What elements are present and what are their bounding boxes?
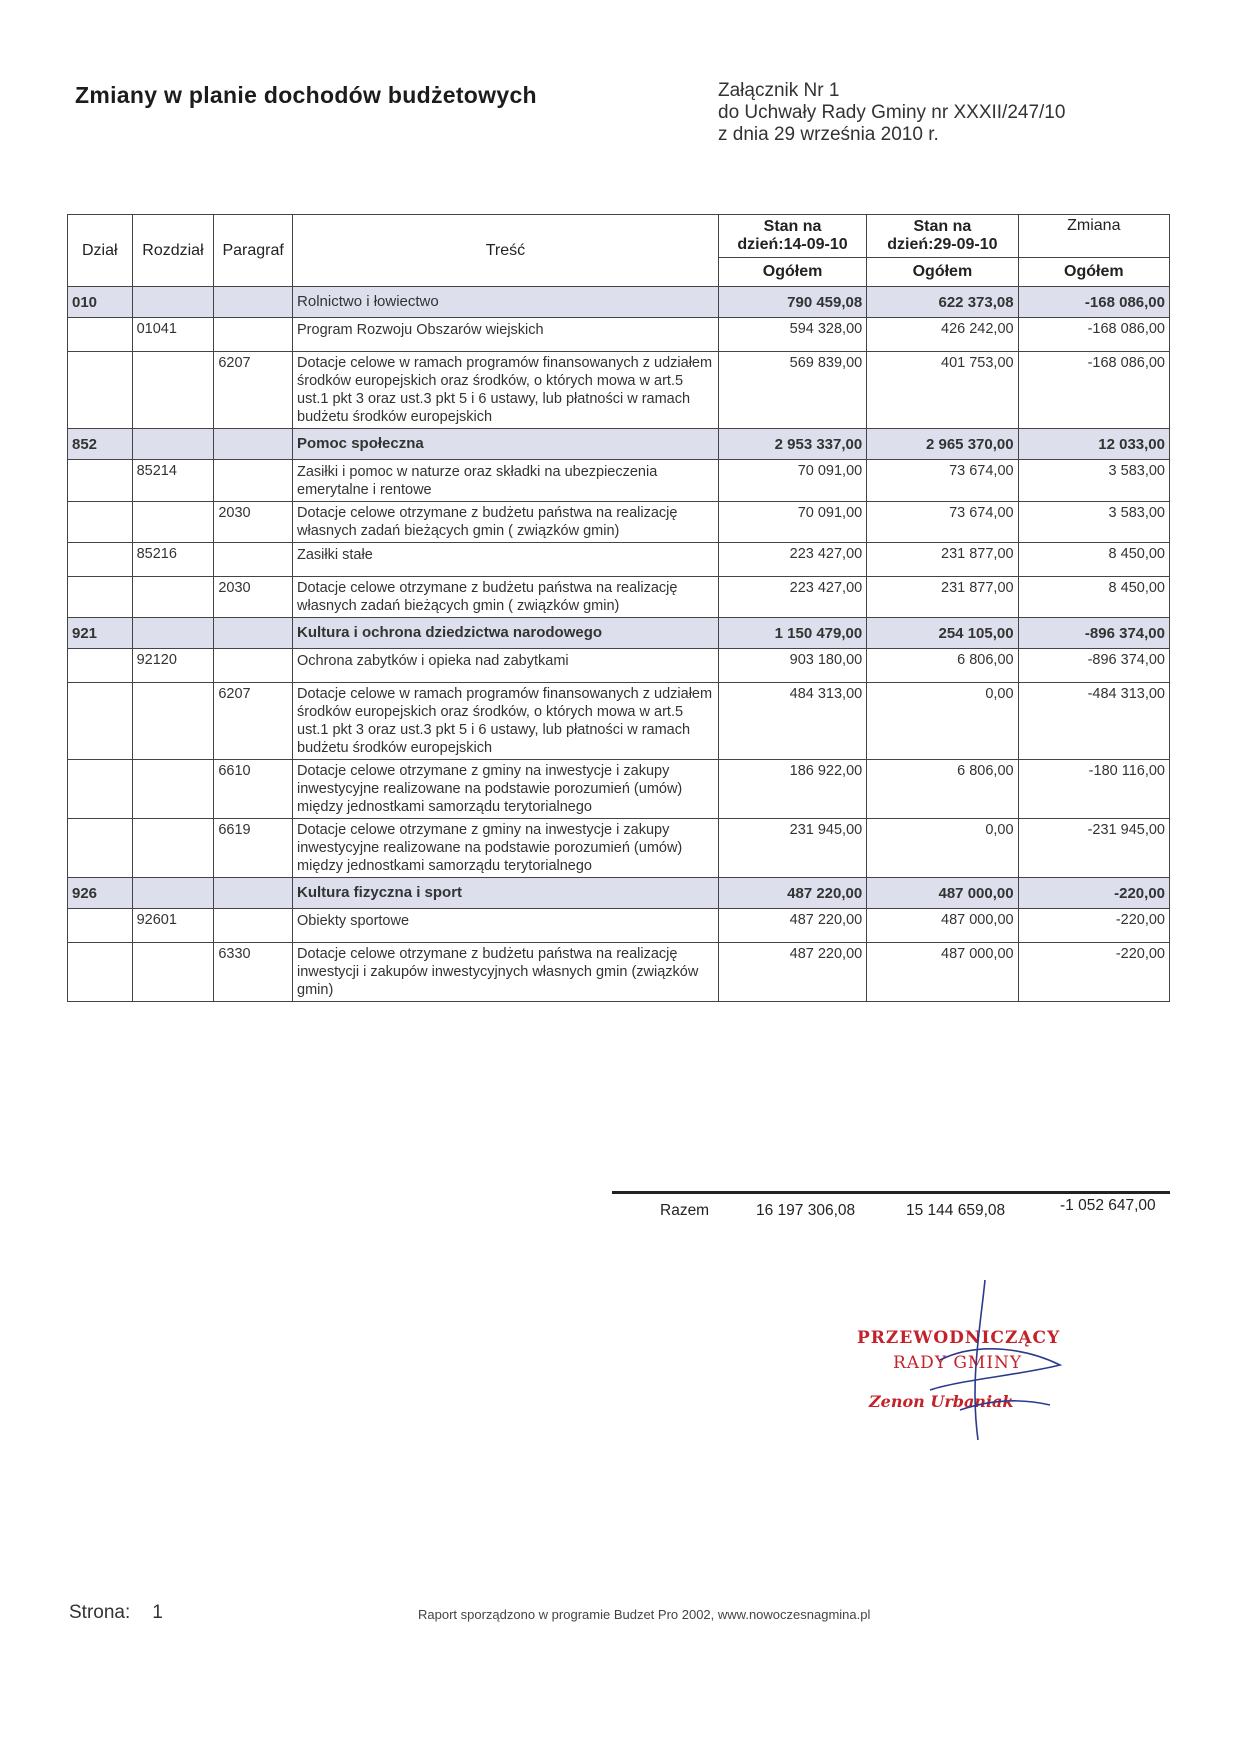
rozdzial-cell xyxy=(132,429,214,460)
rozdzial-row xyxy=(68,460,1170,502)
stan-2-cell: 231 877,00 xyxy=(867,543,1018,577)
header-ogolem-2: Ogółem xyxy=(867,258,1018,287)
page-indicator xyxy=(69,1602,163,1624)
dzial-cell: 921 xyxy=(68,618,133,649)
rozdzial-cell: 85214 xyxy=(132,460,214,502)
header-stan-2-line-b: dzień:29-09-10 xyxy=(887,236,998,253)
stan-1-cell: 487 220,00 xyxy=(718,878,866,909)
dzial-cell xyxy=(68,943,133,1002)
tresc-cell: Dotacje celowe otrzymane z budżetu państwa na realizację własnych zadań bieżących gmin ( związków gmin) xyxy=(293,502,719,543)
stan-2-cell: 487 000,00 xyxy=(867,909,1018,943)
tresc-cell: Ochrona zabytków i opieka nad zabytkami xyxy=(293,649,719,683)
paragraf-cell: 6207 xyxy=(214,352,293,429)
rozdzial-cell xyxy=(132,287,214,318)
zmiana-cell: -220,00 xyxy=(1018,878,1169,909)
stamp-line-2: RADY GMINY xyxy=(893,1353,1023,1373)
rozdzial-cell xyxy=(132,577,214,618)
dzial-row xyxy=(68,429,1170,460)
stan-2-cell: 487 000,00 xyxy=(867,943,1018,1002)
dzial-cell xyxy=(68,649,133,683)
paragraf-cell: 6330 xyxy=(214,943,293,1002)
zmiana-cell: -896 374,00 xyxy=(1018,618,1169,649)
zmiana-cell: -180 116,00 xyxy=(1018,760,1169,819)
tresc-cell: Dotacje celowe w ramach programów finansowanych z udziałem środków europejskich oraz środków, o których mowa w art.5 ust.1 pkt 3 oraz ust.3 pkt 5 i 6 ustawy, lub płatności w ramach budżetu środków europejskich xyxy=(293,352,719,429)
stan-1-cell: 569 839,00 xyxy=(718,352,866,429)
header-paragraf: Paragraf xyxy=(214,215,293,287)
rozdzial-cell xyxy=(132,618,214,649)
paragraf-row xyxy=(68,819,1170,878)
paragraf-row xyxy=(68,683,1170,760)
rozdzial-cell: 85216 xyxy=(132,543,214,577)
dzial-cell xyxy=(68,760,133,819)
paragraf-cell: 6619 xyxy=(214,819,293,878)
header-dzial: Dział xyxy=(68,215,133,287)
rozdzial-cell: 92120 xyxy=(132,649,214,683)
stan-1-cell: 594 328,00 xyxy=(718,318,866,352)
zmiana-cell: -168 086,00 xyxy=(1018,287,1169,318)
zmiana-cell: -168 086,00 xyxy=(1018,318,1169,352)
totals-stan-1: 16 197 306,08 xyxy=(756,1202,856,1219)
header-stan-1 xyxy=(718,215,866,258)
rozdzial-row xyxy=(68,318,1170,352)
header-tresc: Treść xyxy=(293,215,719,287)
rozdzial-row xyxy=(68,649,1170,683)
tresc-cell: Kultura i ochrona dziedzictwa narodowego xyxy=(293,618,719,649)
stan-2-cell: 6 806,00 xyxy=(867,760,1018,819)
stan-1-cell: 70 091,00 xyxy=(718,460,866,502)
footer-note: Raport sporządzono w programie Budzet Pro 2002, www.nowoczesnagmina.pl xyxy=(418,1607,871,1622)
tresc-cell: Obiekty sportowe xyxy=(293,909,719,943)
tresc-cell: Zasiłki stałe xyxy=(293,543,719,577)
dzial-cell xyxy=(68,909,133,943)
paragraf-row xyxy=(68,943,1170,1002)
stan-1-cell: 70 091,00 xyxy=(718,502,866,543)
tresc-cell: Pomoc społeczna xyxy=(293,429,719,460)
paragraf-cell xyxy=(214,649,293,683)
zmiana-cell: -896 374,00 xyxy=(1018,649,1169,683)
header-ogolem-1: Ogółem xyxy=(718,258,866,287)
zmiana-cell: -168 086,00 xyxy=(1018,352,1169,429)
paragraf-cell: 2030 xyxy=(214,577,293,618)
dzial-row xyxy=(68,287,1170,318)
stan-2-cell: 254 105,00 xyxy=(867,618,1018,649)
dzial-cell: 926 xyxy=(68,878,133,909)
stan-2-cell: 487 000,00 xyxy=(867,878,1018,909)
stan-2-cell: 0,00 xyxy=(867,683,1018,760)
rozdzial-cell xyxy=(132,819,214,878)
stan-1-cell: 223 427,00 xyxy=(718,577,866,618)
dzial-cell xyxy=(68,577,133,618)
paragraf-cell: 6207 xyxy=(214,683,293,760)
zmiana-cell: 3 583,00 xyxy=(1018,502,1169,543)
tresc-cell: Program Rozwoju Obszarów wiejskich xyxy=(293,318,719,352)
paragraf-cell xyxy=(214,460,293,502)
paragraf-cell xyxy=(214,429,293,460)
rozdzial-cell xyxy=(132,943,214,1002)
tresc-cell: Dotacje celowe otrzymane z budżetu państwa na realizację własnych zadań bieżących gmin ( związków gmin) xyxy=(293,577,719,618)
header-stan-2 xyxy=(867,215,1018,258)
dzial-cell xyxy=(68,683,133,760)
attachment-line-3: z dnia 29 września 2010 r. xyxy=(718,124,939,145)
zmiana-cell: -484 313,00 xyxy=(1018,683,1169,760)
tresc-cell: Rolnictwo i łowiectwo xyxy=(293,287,719,318)
paragraf-cell xyxy=(214,618,293,649)
zmiana-cell: -231 945,00 xyxy=(1018,819,1169,878)
zmiana-cell: 12 033,00 xyxy=(1018,429,1169,460)
page-number: 1 xyxy=(152,1602,163,1623)
tresc-cell: Dotacje celowe otrzymane z gminy na inwestycje i zakupy inwestycyjne realizowane na podstawie porozumień (umów) między jednostkami samorządu terytorialnego xyxy=(293,819,719,878)
stan-1-cell: 223 427,00 xyxy=(718,543,866,577)
header-stan-1-line-a: Stan na xyxy=(763,218,822,235)
paragraf-cell: 6610 xyxy=(214,760,293,819)
tresc-cell: Dotacje celowe otrzymane z gminy na inwestycje i zakupy inwestycyjne realizowane na podstawie porozumień (umów) między jednostkami samorządu terytorialnego xyxy=(293,760,719,819)
dzial-cell: 852 xyxy=(68,429,133,460)
stan-1-cell: 1 150 479,00 xyxy=(718,618,866,649)
stan-2-cell: 73 674,00 xyxy=(867,460,1018,502)
stan-1-cell: 231 945,00 xyxy=(718,819,866,878)
dzial-cell xyxy=(68,502,133,543)
paragraf-cell xyxy=(214,909,293,943)
stamp-line-3: Zenon Urbaniak xyxy=(869,1392,1014,1411)
attachment-line-1: Załącznik Nr 1 xyxy=(718,80,840,101)
paragraf-cell xyxy=(214,878,293,909)
rozdzial-row xyxy=(68,909,1170,943)
tresc-cell: Dotacje celowe otrzymane z budżetu państwa na realizację inwestycji i zakupów inwestycyjnych własnych gmin (związków gmin) xyxy=(293,943,719,1002)
stan-1-cell: 484 313,00 xyxy=(718,683,866,760)
stan-2-cell: 2 965 370,00 xyxy=(867,429,1018,460)
rozdzial-cell xyxy=(132,502,214,543)
dzial-cell xyxy=(68,460,133,502)
page-title: Zmiany w planie dochodów budżetowych xyxy=(75,82,537,108)
stan-2-cell: 6 806,00 xyxy=(867,649,1018,683)
paragraf-cell xyxy=(214,543,293,577)
rozdzial-cell xyxy=(132,878,214,909)
rozdzial-cell xyxy=(132,760,214,819)
stan-1-cell: 186 922,00 xyxy=(718,760,866,819)
budget-table xyxy=(67,214,1170,1002)
header-zmiana: Zmiana xyxy=(1018,215,1169,258)
header-ogolem-3: Ogółem xyxy=(1018,258,1169,287)
stan-2-cell: 0,00 xyxy=(867,819,1018,878)
stan-1-cell: 790 459,08 xyxy=(718,287,866,318)
signature-icon xyxy=(900,1270,1090,1450)
stan-2-cell: 231 877,00 xyxy=(867,577,1018,618)
paragraf-cell xyxy=(214,318,293,352)
tresc-cell: Zasiłki i pomoc w naturze oraz składki na ubezpieczenia emerytalne i rentowe xyxy=(293,460,719,502)
totals-rule xyxy=(612,1191,1170,1194)
dzial-cell xyxy=(68,543,133,577)
tresc-cell: Kultura fizyczna i sport xyxy=(293,878,719,909)
paragraf-row xyxy=(68,760,1170,819)
stan-1-cell: 903 180,00 xyxy=(718,649,866,683)
zmiana-cell: -220,00 xyxy=(1018,909,1169,943)
stan-2-cell: 73 674,00 xyxy=(867,502,1018,543)
dzial-cell xyxy=(68,318,133,352)
rozdzial-cell xyxy=(132,683,214,760)
dzial-row xyxy=(68,618,1170,649)
header-stan-1-line-b: dzień:14-09-10 xyxy=(737,236,848,253)
stan-2-cell: 401 753,00 xyxy=(867,352,1018,429)
dzial-row xyxy=(68,878,1170,909)
stan-1-cell: 2 953 337,00 xyxy=(718,429,866,460)
header-stan-2-line-a: Stan na xyxy=(913,218,972,235)
tresc-cell: Dotacje celowe w ramach programów finansowanych z udziałem środków europejskich oraz środków, o których mowa w art.5 ust.1 pkt 3 oraz ust.3 pkt 5 i 6 ustawy, lub płatności w ramach budżetu środków europejskich xyxy=(293,683,719,760)
paragraf-row xyxy=(68,352,1170,429)
stan-2-cell: 426 242,00 xyxy=(867,318,1018,352)
budget-table-body xyxy=(68,287,1170,1002)
paragraf-cell: 2030 xyxy=(214,502,293,543)
zmiana-cell: 3 583,00 xyxy=(1018,460,1169,502)
stan-1-cell: 487 220,00 xyxy=(718,943,866,1002)
stamp-line-1: PRZEWODNICZĄCY xyxy=(857,1328,1061,1348)
stan-1-cell: 487 220,00 xyxy=(718,909,866,943)
attachment-info xyxy=(718,80,1065,146)
rozdzial-cell: 92601 xyxy=(132,909,214,943)
paragraf-row xyxy=(68,577,1170,618)
zmiana-cell: -220,00 xyxy=(1018,943,1169,1002)
zmiana-cell: 8 450,00 xyxy=(1018,577,1169,618)
attachment-line-2: do Uchwały Rady Gminy nr XXXII/247/10 xyxy=(718,102,1066,123)
zmiana-cell: 8 450,00 xyxy=(1018,543,1169,577)
rozdzial-cell xyxy=(132,352,214,429)
rozdzial-cell: 01041 xyxy=(132,318,214,352)
dzial-cell xyxy=(68,819,133,878)
dzial-cell xyxy=(68,352,133,429)
stan-2-cell: 622 373,08 xyxy=(867,287,1018,318)
paragraf-row xyxy=(68,502,1170,543)
page-label: Strona: xyxy=(69,1602,131,1623)
header-rozdzial: Rozdział xyxy=(132,215,214,287)
totals-zmiana: -1 052 647,00 xyxy=(1060,1197,1156,1214)
paragraf-cell xyxy=(214,287,293,318)
totals-label: Razem xyxy=(660,1202,710,1219)
dzial-cell: 010 xyxy=(68,287,133,318)
rozdzial-row xyxy=(68,543,1170,577)
totals-stan-2: 15 144 659,08 xyxy=(906,1202,1006,1219)
